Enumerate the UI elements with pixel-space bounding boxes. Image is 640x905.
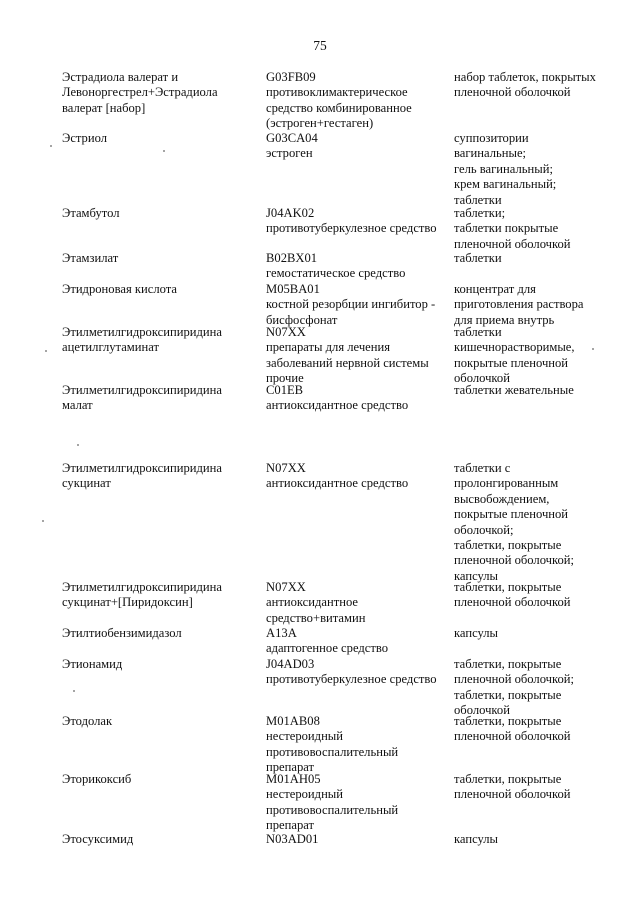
dosage-form-line: таблетки	[454, 192, 502, 207]
dosage-form-line: таблетки	[454, 251, 502, 265]
atc-code-line: антиоксидантное средство	[266, 476, 409, 491]
atc-code-cell	[266, 251, 405, 282]
atc-code-line: адаптогенное средство	[266, 641, 389, 656]
atc-code-line: средство комбинированное	[266, 100, 412, 115]
drug-name-cell	[62, 251, 118, 266]
drug-name-line: Эстриол	[62, 131, 108, 145]
dosage-form-line: таблетки, покрытые	[454, 657, 562, 671]
drug-name-line: валерат [набор]	[62, 100, 146, 115]
atc-code-line: гемостатическое средство	[266, 266, 406, 281]
atc-code-cell	[266, 657, 437, 688]
drug-name-cell	[62, 772, 131, 787]
atc-code-cell	[266, 70, 412, 132]
atc-code-cell	[266, 626, 388, 657]
drug-name-line: Этионамид	[62, 657, 123, 671]
drug-name-line: сукцинат	[62, 476, 111, 491]
atc-code-line: N07XX	[266, 325, 306, 339]
dosage-form-cell	[454, 325, 575, 387]
atc-code-line: M01AB08	[266, 714, 320, 728]
drug-name-cell	[62, 626, 182, 641]
drug-name-cell	[62, 832, 133, 847]
drug-name-line: малат	[62, 398, 93, 413]
dosage-form-line: оболочкой;	[454, 522, 514, 537]
atc-code-line: заболеваний нервной системы	[266, 355, 429, 370]
dosage-form-line: капсулы	[454, 568, 499, 583]
dosage-form-line: набор таблеток, покрытых	[454, 70, 596, 84]
scan-speck	[73, 690, 75, 692]
atc-code-line: средство+витамин	[266, 610, 366, 625]
drug-name-cell	[62, 461, 222, 492]
dosage-form-line: таблетки;	[454, 206, 506, 220]
dosage-form-line: пленочной оболочкой	[454, 595, 571, 610]
dosage-form-cell	[454, 580, 571, 611]
atc-code-cell	[266, 772, 398, 834]
atc-code-line: эстроген	[266, 146, 313, 161]
dosage-form-line: пленочной оболочкой	[454, 85, 571, 100]
dosage-form-cell	[454, 832, 498, 847]
dosage-form-cell	[454, 70, 596, 101]
atc-code-cell	[266, 461, 408, 492]
drug-name-line: Этамбутол	[62, 206, 120, 220]
dosage-form-cell	[454, 772, 571, 803]
atc-code-line: бисфосфонат	[266, 312, 338, 327]
dosage-form-line: таблетки покрытые	[454, 221, 559, 236]
drug-name-line: Этидроновая кислота	[62, 282, 178, 296]
dosage-form-line: для приема внутрь	[454, 312, 555, 327]
atc-code-cell	[266, 580, 365, 626]
atc-code-line: противотуберкулезное средство	[266, 221, 437, 236]
dosage-form-cell	[454, 383, 574, 398]
dosage-form-line: суппозитории	[454, 131, 529, 145]
dosage-form-line: оболочкой	[454, 371, 510, 386]
drug-name-cell	[62, 714, 112, 729]
dosage-form-line: крем вагинальный;	[454, 177, 557, 192]
atc-code-line: M01AH05	[266, 772, 321, 786]
dosage-form-line: кишечнорастворимые,	[454, 340, 575, 355]
dosage-form-line: таблетки, покрытые	[454, 687, 562, 702]
atc-code-line: J04AK02	[266, 206, 315, 220]
atc-code-line: N07XX	[266, 461, 306, 475]
dosage-form-line: гель вагинальный;	[454, 161, 553, 176]
atc-code-cell	[266, 832, 318, 847]
dosage-form-line: пленочной оболочкой	[454, 236, 571, 251]
drug-name-cell	[62, 70, 218, 116]
scan-speck	[77, 444, 79, 446]
atc-code-line: противотуберкулезное средство	[266, 672, 437, 687]
dosage-form-cell	[454, 131, 556, 208]
dosage-form-line: покрытые пленочной	[454, 507, 569, 522]
drug-name-line: Этамзилат	[62, 251, 119, 265]
atc-code-line: M05BA01	[266, 282, 320, 296]
atc-code-line: G03CA04	[266, 131, 318, 145]
drug-name-line: сукцинат+[Пиридоксин]	[62, 595, 193, 610]
drug-name-line: Этилтиобензимидазол	[62, 626, 182, 640]
drug-name-cell	[62, 580, 222, 611]
atc-code-cell	[266, 325, 429, 387]
drug-name-line: Эторикоксиб	[62, 772, 132, 786]
drug-name-cell	[62, 383, 222, 414]
dosage-form-line: пленочной оболочкой	[454, 787, 571, 802]
atc-code-line: J04AD03	[266, 657, 315, 671]
dosage-form-cell	[454, 251, 502, 266]
scan-speck	[163, 150, 165, 152]
dosage-form-line: пленочной оболочкой	[454, 729, 571, 744]
dosage-form-line: таблетки с	[454, 461, 511, 475]
drug-name-cell	[62, 282, 177, 297]
atc-code-line: (эстроген+гестаген)	[266, 116, 374, 131]
dosage-form-line: высвобождением,	[454, 491, 550, 506]
atc-code-line: нестероидный	[266, 787, 344, 802]
atc-code-line: C01EB	[266, 383, 304, 397]
dosage-form-line: пленочной оболочкой;	[454, 672, 575, 687]
page-number: 75	[313, 38, 327, 53]
dosage-form-line: концентрат для	[454, 282, 536, 296]
dosage-form-line: пролонгированным	[454, 476, 559, 491]
dosage-form-line: таблетки, покрытые	[454, 714, 562, 728]
dosage-form-line: покрытые пленочной	[454, 355, 569, 370]
atc-code-line: противовоспалительный	[266, 802, 399, 817]
atc-code-line: N03AD01	[266, 832, 319, 846]
drug-name-line: Этосуксимид	[62, 832, 134, 846]
drug-name-cell	[62, 131, 107, 146]
drug-name-cell	[62, 206, 120, 221]
drug-name-line: Левоноргестрел+Эстрадиола	[62, 85, 218, 100]
atc-code-cell	[266, 206, 437, 237]
scan-speck	[45, 350, 47, 352]
atc-code-line: противовоспалительный	[266, 744, 399, 759]
dosage-form-line: вагинальные;	[454, 146, 527, 161]
dosage-form-line: таблетки, покрытые	[454, 580, 562, 594]
atc-code-line: N07XX	[266, 580, 306, 594]
dosage-form-line: оболочкой	[454, 703, 510, 718]
atc-code-line: G03FB09	[266, 70, 316, 84]
dosage-form-line: таблетки, покрытые	[454, 772, 562, 786]
atc-code-line: нестероидный	[266, 729, 344, 744]
dosage-form-line: капсулы	[454, 626, 499, 640]
dosage-form-line: таблетки жевательные	[454, 383, 574, 397]
dosage-form-line: таблетки, покрытые	[454, 538, 562, 553]
atc-code-cell	[266, 383, 408, 414]
drug-name-line: Этилметилгидроксипиридина	[62, 325, 222, 339]
dosage-form-cell	[454, 282, 584, 328]
drug-name-line: ацетилглутаминат	[62, 340, 160, 355]
dosage-form-line: капсулы	[454, 832, 499, 846]
dosage-form-line: таблетки	[454, 325, 502, 339]
atc-code-line: препарат	[266, 818, 315, 833]
atc-code-line: препарат	[266, 760, 315, 775]
drug-name-line: Этилметилгидроксипиридина	[62, 580, 222, 594]
atc-code-cell	[266, 131, 318, 162]
drug-name-line: Эстрадиола валерат и	[62, 70, 179, 84]
drug-name-line: Этодолак	[62, 714, 113, 728]
atc-code-line: костной резорбции ингибитор -	[266, 297, 436, 312]
scan-speck	[592, 348, 594, 350]
dosage-form-cell	[454, 626, 498, 641]
drug-name-line: Этилметилгидроксипиридина	[62, 461, 222, 475]
drug-name-line: Этилметилгидроксипиридина	[62, 383, 222, 397]
drug-name-cell	[62, 657, 122, 672]
dosage-form-cell	[454, 657, 574, 719]
atc-code-line: антиоксидантное средство	[266, 398, 409, 413]
dosage-form-cell	[454, 714, 571, 745]
scan-speck	[42, 520, 44, 522]
atc-code-line: противоклимактерическое	[266, 85, 408, 100]
atc-code-line: препараты для лечения	[266, 340, 391, 355]
atc-code-line: антиоксидантное	[266, 595, 359, 610]
atc-code-line: прочие	[266, 371, 304, 386]
atc-code-line: B02BX01	[266, 251, 318, 265]
dosage-form-cell	[454, 461, 574, 584]
atc-code-cell	[266, 282, 435, 328]
atc-code-cell	[266, 714, 398, 776]
drug-name-cell	[62, 325, 222, 356]
scan-speck	[50, 145, 52, 147]
dosage-form-cell	[454, 206, 571, 252]
atc-code-line: A13A	[266, 626, 297, 640]
dosage-form-line: приготовления раствора	[454, 297, 584, 312]
dosage-form-line: пленочной оболочкой;	[454, 553, 575, 568]
